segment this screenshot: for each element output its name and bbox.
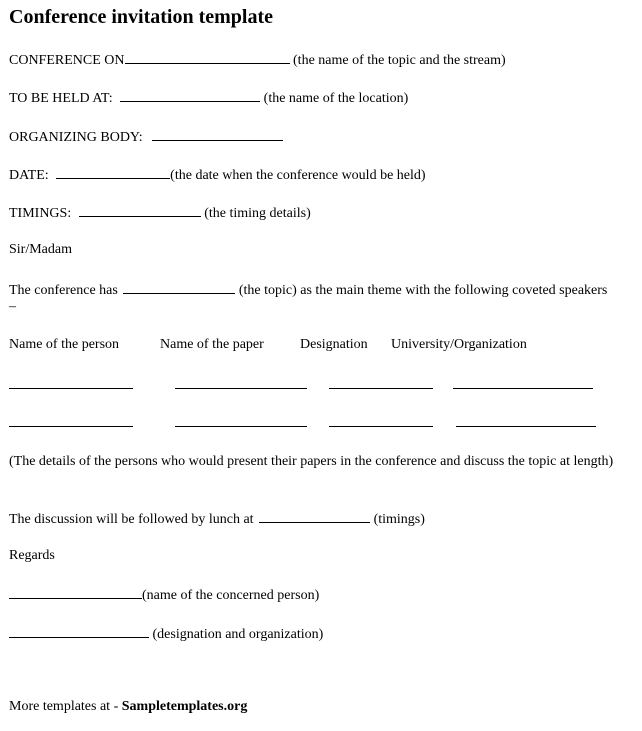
conference-on-blank[interactable] xyxy=(125,50,290,64)
timings-blank[interactable] xyxy=(79,203,201,217)
table-row-1-person-blank[interactable] xyxy=(9,388,133,389)
table-header-person: Name of the person xyxy=(9,337,120,352)
footer-prefix: More templates at - xyxy=(9,699,122,714)
timings-row xyxy=(9,203,311,222)
signature-name-hint: (name of the concerned person) xyxy=(142,588,320,603)
details-note: (The details of the persons who would present their papers in the conference and discuss the topic at length) xyxy=(9,454,614,469)
document-title: Conference invitation template xyxy=(9,6,274,28)
theme-dash: – xyxy=(9,299,16,314)
held-at-row xyxy=(9,88,408,107)
salutation: Sir/Madam xyxy=(9,242,72,257)
signature-designation-row xyxy=(9,624,323,643)
table-header-designation: Designation xyxy=(300,337,368,352)
signature-designation-blank[interactable] xyxy=(9,624,149,638)
footer-site-link[interactable]: Sampletemplates.org xyxy=(121,699,248,714)
lunch-sentence-after: (timings) xyxy=(373,512,425,527)
table-row-1-paper-blank[interactable] xyxy=(175,388,307,389)
signature-designation-hint: (designation and organization) xyxy=(152,627,324,642)
signature-name-blank[interactable] xyxy=(9,585,142,599)
held-at-hint: (the name of the location) xyxy=(263,91,409,106)
lunch-sentence-before: The discussion will be followed by lunch at xyxy=(9,512,254,527)
lunch-sentence xyxy=(9,509,425,528)
table-header-paper: Name of the paper xyxy=(160,337,264,352)
table-row-2-designation-blank[interactable] xyxy=(329,426,433,427)
conference-on-label: CONFERENCE ON xyxy=(9,53,125,68)
table-row-1-designation-blank[interactable] xyxy=(329,388,433,389)
table-header-organization: University/Organization xyxy=(391,337,527,352)
table-row-2-person-blank[interactable] xyxy=(9,426,133,427)
lunch-time-blank[interactable] xyxy=(259,509,370,523)
theme-sentence-before: The conference has xyxy=(9,283,118,298)
held-at-label: TO BE HELD AT: xyxy=(9,91,113,106)
table-row-2-paper-blank[interactable] xyxy=(175,426,307,427)
footer xyxy=(9,699,247,715)
regards: Regards xyxy=(9,548,55,563)
table-row-1-organization-blank[interactable] xyxy=(453,388,593,389)
organizing-label: ORGANIZING BODY: xyxy=(9,130,143,145)
table-row-2-organization-blank[interactable] xyxy=(456,426,596,427)
date-row xyxy=(9,165,426,184)
date-label: DATE: xyxy=(9,168,49,183)
signature-name-row xyxy=(9,585,319,604)
date-blank[interactable] xyxy=(56,165,170,179)
timings-hint: (the timing details) xyxy=(204,206,311,221)
conference-on-hint: (the name of the topic and the stream) xyxy=(293,53,506,68)
timings-label: TIMINGS: xyxy=(9,206,72,221)
theme-sentence-after: (the topic) as the main theme with the following coveted speakers xyxy=(238,283,608,298)
theme-topic-blank[interactable] xyxy=(123,280,235,294)
date-hint: (the date when the conference would be held) xyxy=(170,168,426,183)
organizing-blank[interactable] xyxy=(152,127,283,141)
conference-on-row xyxy=(9,50,506,69)
theme-sentence xyxy=(9,280,607,299)
held-at-blank[interactable] xyxy=(120,88,260,102)
organizing-row xyxy=(9,127,283,146)
